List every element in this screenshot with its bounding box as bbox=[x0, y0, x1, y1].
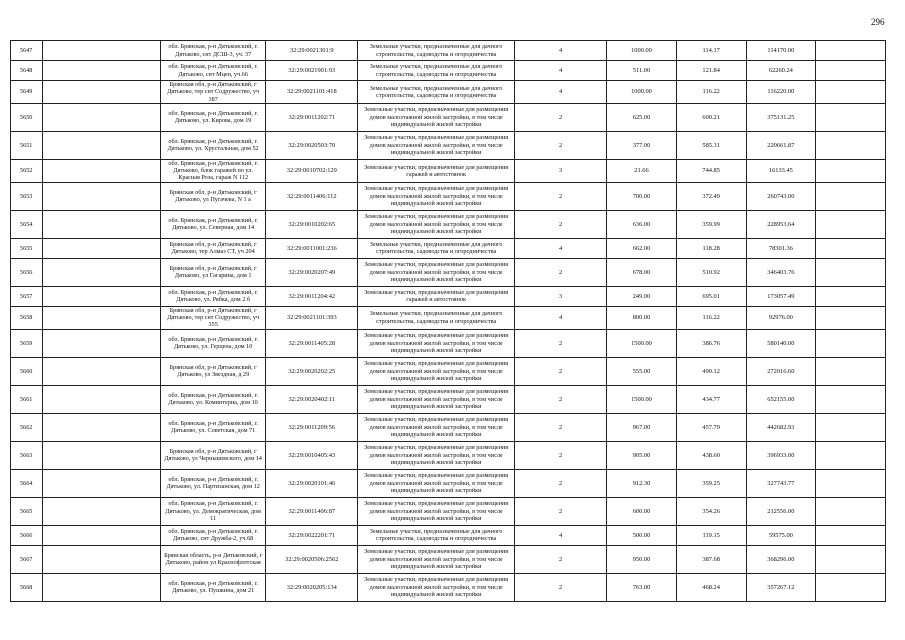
empty-cell bbox=[816, 182, 886, 210]
empty-cell bbox=[43, 258, 161, 286]
specific-value-cell: 744.85 bbox=[676, 159, 746, 182]
table-row bbox=[11, 385, 886, 413]
empty-cell bbox=[816, 159, 886, 182]
table-row bbox=[11, 103, 886, 131]
group-cell: 4 bbox=[514, 81, 606, 104]
row-number-cell: 5650 bbox=[11, 103, 43, 131]
table-row bbox=[11, 159, 886, 182]
table-row bbox=[11, 469, 886, 497]
address-cell: Брянская обл, р-н Дятьковский, г Дятьково, тер снт Содружество, уч 387 bbox=[161, 81, 266, 104]
address-cell: обл. Брянская, р-н Дятьковский, г. Дятьково, снт Мцен, уч.66 bbox=[161, 61, 266, 81]
cadastral-number-cell: 32:29:0011001:236 bbox=[266, 238, 358, 258]
address-cell: обл. Брянская, р-н Дятьковский, г. Дятьково, ул. Герцена, дом 10 bbox=[161, 329, 266, 357]
empty-cell bbox=[43, 469, 161, 497]
area-cell: 912.30 bbox=[607, 469, 677, 497]
empty-cell bbox=[816, 238, 886, 258]
cadastral-number-cell: 32:29:0010702:129 bbox=[266, 159, 358, 182]
specific-value-cell: 438.60 bbox=[676, 441, 746, 469]
cadastral-value-cell: 173057.49 bbox=[746, 286, 816, 306]
empty-cell bbox=[43, 385, 161, 413]
empty-cell bbox=[816, 210, 886, 238]
empty-cell bbox=[43, 103, 161, 131]
land-purpose-cell: Земельные участки, предназначенные для размещения домов малоэтажной жилой застройки, в том числе индивидуальной жилой застройки bbox=[358, 131, 515, 159]
address-cell: обл. Брянская, р-н Дятьковский, г. Дятьково, снт Дружба-2, уч.68 bbox=[161, 525, 266, 545]
table-row bbox=[11, 131, 886, 159]
land-purpose-cell: Земельные участки, предназначенные для размещения домов малоэтажной жилой застройки, в том числе индивидуальной жилой застройки bbox=[358, 258, 515, 286]
table-row bbox=[11, 545, 886, 573]
empty-cell bbox=[816, 573, 886, 601]
row-number-cell: 5664 bbox=[11, 469, 43, 497]
cadastral-value-cell: 92976.00 bbox=[746, 306, 816, 329]
cadastral-number-cell: 32:29:0020207:49 bbox=[266, 258, 358, 286]
empty-cell bbox=[816, 385, 886, 413]
address-cell: обл. Брянская, р-н Дятьковский, г. Дятьково, ул. Демократическая, дом 11 bbox=[161, 497, 266, 525]
specific-value-cell: 116.22 bbox=[676, 81, 746, 104]
area-cell: 1000.00 bbox=[607, 41, 677, 61]
group-cell: 4 bbox=[514, 238, 606, 258]
specific-value-cell: 434.77 bbox=[676, 385, 746, 413]
area-cell: 1500.00 bbox=[607, 385, 677, 413]
group-cell: 4 bbox=[514, 61, 606, 81]
table-row bbox=[11, 573, 886, 601]
cadastral-number-cell: 32:29:0011204:42 bbox=[266, 286, 358, 306]
empty-cell bbox=[816, 131, 886, 159]
empty-cell bbox=[43, 441, 161, 469]
cadastral-number-cell: 32:29:0020506:2562 bbox=[266, 545, 358, 573]
cadastral-number-cell: 32:29:0021101:418 bbox=[266, 81, 358, 104]
empty-cell bbox=[43, 131, 161, 159]
row-number-cell: 5655 bbox=[11, 238, 43, 258]
specific-value-cell: 119.15 bbox=[676, 525, 746, 545]
group-cell: 2 bbox=[514, 182, 606, 210]
empty-cell bbox=[43, 159, 161, 182]
row-number-cell: 5658 bbox=[11, 306, 43, 329]
cadastral-value-cell: 16133.45 bbox=[746, 159, 816, 182]
land-cadastral-value-table bbox=[10, 40, 886, 602]
area-cell: 500.00 bbox=[607, 525, 677, 545]
empty-cell bbox=[816, 306, 886, 329]
group-cell: 2 bbox=[514, 497, 606, 525]
group-cell: 2 bbox=[514, 131, 606, 159]
table-row bbox=[11, 41, 886, 61]
empty-cell bbox=[43, 61, 161, 81]
table-row bbox=[11, 357, 886, 385]
table-row bbox=[11, 329, 886, 357]
table-row bbox=[11, 210, 886, 238]
cadastral-number-cell: 32:29:0011202:71 bbox=[266, 103, 358, 131]
specific-value-cell: 585.31 bbox=[676, 131, 746, 159]
address-cell: обл. Брянская, р-н Дятьковский, г. Дятьково, ул. Кирова, дом 19 bbox=[161, 103, 266, 131]
land-purpose-cell: Земельные участки, предназначенные для дачного строительства, садоводства и огородничества bbox=[358, 306, 515, 329]
empty-cell bbox=[43, 545, 161, 573]
area-cell: 625.00 bbox=[607, 103, 677, 131]
cadastral-number-cell: 32:29:0021301:9 bbox=[266, 41, 358, 61]
land-purpose-cell: Земельные участки, предназначенные для дачного строительства, садоводства и огородничества bbox=[358, 238, 515, 258]
address-cell: Брянская обл, р-н Дятьковский, г Дятьково, ул Звездная, д 29 bbox=[161, 357, 266, 385]
group-cell: 4 bbox=[514, 306, 606, 329]
address-cell: Брянская обл, р-н Дятьковский, г Дятьково, ул Чернышевского, дом 14 bbox=[161, 441, 266, 469]
specific-value-cell: 116.22 bbox=[676, 306, 746, 329]
table-row bbox=[11, 238, 886, 258]
address-cell: обл. Брянская, р-н Дятьковский, г. Дятьково, ул. Партизанская, дом 12 bbox=[161, 469, 266, 497]
cadastral-number-cell: 32:29:0020503:70 bbox=[266, 131, 358, 159]
row-number-cell: 5651 bbox=[11, 131, 43, 159]
area-cell: 700.00 bbox=[607, 182, 677, 210]
group-cell: 2 bbox=[514, 441, 606, 469]
row-number-cell: 5656 bbox=[11, 258, 43, 286]
specific-value-cell: 387.68 bbox=[676, 545, 746, 573]
cadastral-value-cell: 272016.60 bbox=[746, 357, 816, 385]
group-cell: 2 bbox=[514, 385, 606, 413]
row-number-cell: 5659 bbox=[11, 329, 43, 357]
cadastral-number-cell: 32:29:0022201:71 bbox=[266, 525, 358, 545]
row-number-cell: 5667 bbox=[11, 545, 43, 573]
cadastral-value-cell: 327743.77 bbox=[746, 469, 816, 497]
area-cell: 1000.00 bbox=[607, 81, 677, 104]
table-row bbox=[11, 306, 886, 329]
address-cell: Брянская область, р-н Дятьковский, г Дятьково, район ул Краснофлотская bbox=[161, 545, 266, 573]
group-cell: 2 bbox=[514, 357, 606, 385]
empty-cell bbox=[816, 441, 886, 469]
land-purpose-cell: Земельные участки, предназначенные для размещения домов малоэтажной жилой застройки, в том числе индивидуальной жилой застройки bbox=[358, 103, 515, 131]
cadastral-value-cell: 375131.25 bbox=[746, 103, 816, 131]
row-number-cell: 5648 bbox=[11, 61, 43, 81]
specific-value-cell: 510.92 bbox=[676, 258, 746, 286]
area-cell: 800.00 bbox=[607, 306, 677, 329]
group-cell: 4 bbox=[514, 41, 606, 61]
area-cell: 555.00 bbox=[607, 357, 677, 385]
row-number-cell: 5657 bbox=[11, 286, 43, 306]
table-row bbox=[11, 441, 886, 469]
empty-cell bbox=[43, 306, 161, 329]
row-number-cell: 5649 bbox=[11, 81, 43, 104]
area-cell: 377.00 bbox=[607, 131, 677, 159]
cadastral-number-cell: 32:29:0021101:393 bbox=[266, 306, 358, 329]
address-cell: обл. Брянская, р-н Дятьковский, г. Дятьково, снт ДСШ-3, уч. 37 bbox=[161, 41, 266, 61]
area-cell: 678.00 bbox=[607, 258, 677, 286]
address-cell: обл. Брянская, р-н Дятьковский, г. Дятьково, ул. Рябка, дом 2 б bbox=[161, 286, 266, 306]
empty-cell bbox=[43, 286, 161, 306]
area-cell: 636.00 bbox=[607, 210, 677, 238]
land-purpose-cell: Земельные участки, предназначенные для размещения домов малоэтажной жилой застройки, в том числе индивидуальной жилой застройки bbox=[358, 441, 515, 469]
cadastral-value-cell: 442682.93 bbox=[746, 413, 816, 441]
land-purpose-cell: Земельные участки, предназначенные для размещения домов малоэтажной жилой застройки, в том числе индивидуальной жилой застройки bbox=[358, 469, 515, 497]
row-number-cell: 5665 bbox=[11, 497, 43, 525]
empty-cell bbox=[816, 413, 886, 441]
table-row bbox=[11, 258, 886, 286]
land-purpose-cell: Земельные участки, предназначенные для размещения домов малоэтажной жилой застройки, в том числе индивидуальной жилой застройки bbox=[358, 329, 515, 357]
group-cell: 2 bbox=[514, 573, 606, 601]
land-purpose-cell: Земельные участки, предназначенные для размещения домов малоэтажной жилой застройки, в том числе индивидуальной жилой застройки bbox=[358, 385, 515, 413]
empty-cell bbox=[43, 413, 161, 441]
empty-cell bbox=[816, 286, 886, 306]
table-row bbox=[11, 525, 886, 545]
specific-value-cell: 695.01 bbox=[676, 286, 746, 306]
table-row bbox=[11, 286, 886, 306]
address-cell: обл. Брянская, р-н Дятьковский, г. Дятьково, блок гаражей по ул. Красная Роза, гараж N 112 bbox=[161, 159, 266, 182]
empty-cell bbox=[43, 81, 161, 104]
row-number-cell: 5661 bbox=[11, 385, 43, 413]
address-cell: обл. Брянская, р-н Дятьковский, г. Дятьково, ул. Хрустальная, дом 52 bbox=[161, 131, 266, 159]
land-purpose-cell: Земельные участки, предназначенные для размещения домов малоэтажной жилой застройки, в том числе индивидуальной жилой застройки bbox=[358, 357, 515, 385]
row-number-cell: 5654 bbox=[11, 210, 43, 238]
empty-cell bbox=[816, 103, 886, 131]
group-cell: 2 bbox=[514, 210, 606, 238]
specific-value-cell: 372.49 bbox=[676, 182, 746, 210]
cadastral-value-cell: 78301.36 bbox=[746, 238, 816, 258]
empty-cell bbox=[43, 329, 161, 357]
cadastral-value-cell: 114170.00 bbox=[746, 41, 816, 61]
cadastral-value-cell: 652155.00 bbox=[746, 385, 816, 413]
land-purpose-cell: Земельные участки, предназначенные для размещения гаражей и автостоянок bbox=[358, 159, 515, 182]
area-cell: 21.66 bbox=[607, 159, 677, 182]
empty-cell bbox=[816, 497, 886, 525]
cadastral-value-cell: 260743.00 bbox=[746, 182, 816, 210]
area-cell: 950.00 bbox=[607, 545, 677, 573]
table-row bbox=[11, 413, 886, 441]
group-cell: 4 bbox=[514, 525, 606, 545]
cadastral-number-cell: 32:29:0020101:46 bbox=[266, 469, 358, 497]
land-purpose-cell: Земельные участки, предназначенные для размещения гаражей и автостоянок bbox=[358, 286, 515, 306]
land-purpose-cell: Земельные участки, предназначенные для размещения домов малоэтажной жилой застройки, в том числе индивидуальной жилой застройки bbox=[358, 413, 515, 441]
empty-cell bbox=[816, 61, 886, 81]
page-number: 296 bbox=[871, 17, 885, 27]
cadastral-number-cell: 32:29:0011405:28 bbox=[266, 329, 358, 357]
address-cell: Брянская обл, р-н Дятьковский, г Дятьково, ул Пугачева, N 1 а bbox=[161, 182, 266, 210]
empty-cell bbox=[816, 41, 886, 61]
cadastral-number-cell: 32:29:0011209:56 bbox=[266, 413, 358, 441]
cadastral-value-cell: 396933.00 bbox=[746, 441, 816, 469]
cadastral-number-cell: 32:29:0010202:65 bbox=[266, 210, 358, 238]
group-cell: 3 bbox=[514, 286, 606, 306]
table-row bbox=[11, 81, 886, 104]
cadastral-value-cell: 59575.00 bbox=[746, 525, 816, 545]
specific-value-cell: 386.76 bbox=[676, 329, 746, 357]
specific-value-cell: 490.12 bbox=[676, 357, 746, 385]
empty-cell bbox=[43, 357, 161, 385]
area-cell: 967.00 bbox=[607, 413, 677, 441]
empty-cell bbox=[43, 182, 161, 210]
cadastral-number-cell: 32:29:0020402:11 bbox=[266, 385, 358, 413]
specific-value-cell: 600.21 bbox=[676, 103, 746, 131]
cadastral-value-cell: 220661.87 bbox=[746, 131, 816, 159]
area-cell: 249.00 bbox=[607, 286, 677, 306]
table-row bbox=[11, 182, 886, 210]
row-number-cell: 5662 bbox=[11, 413, 43, 441]
row-number-cell: 5660 bbox=[11, 357, 43, 385]
area-cell: 905.00 bbox=[607, 441, 677, 469]
group-cell: 2 bbox=[514, 413, 606, 441]
empty-cell bbox=[43, 210, 161, 238]
specific-value-cell: 359.99 bbox=[676, 210, 746, 238]
specific-value-cell: 468.24 bbox=[676, 573, 746, 601]
cadastral-value-cell: 212556.00 bbox=[746, 497, 816, 525]
area-cell: 511.00 bbox=[607, 61, 677, 81]
land-purpose-cell: Земельные участки, предназначенные для размещения домов малоэтажной жилой застройки, в том числе индивидуальной жилой застройки bbox=[358, 497, 515, 525]
specific-value-cell: 354.26 bbox=[676, 497, 746, 525]
cadastral-number-cell: 32:29:0011406:87 bbox=[266, 497, 358, 525]
land-purpose-cell: Земельные участки, предназначенные для дачного строительства, садоводства и огородничества bbox=[358, 41, 515, 61]
empty-cell bbox=[43, 573, 161, 601]
land-purpose-cell: Земельные участки, предназначенные для дачного строительства, садоводства и огородничества bbox=[358, 81, 515, 104]
cadastral-value-cell: 62260.24 bbox=[746, 61, 816, 81]
group-cell: 2 bbox=[514, 258, 606, 286]
cadastral-number-cell: 32:29:0011406:112 bbox=[266, 182, 358, 210]
group-cell: 2 bbox=[514, 329, 606, 357]
row-number-cell: 5653 bbox=[11, 182, 43, 210]
specific-value-cell: 121.84 bbox=[676, 61, 746, 81]
area-cell: 662.00 bbox=[607, 238, 677, 258]
empty-cell bbox=[816, 329, 886, 357]
address-cell: Брянская обл, р-н Дятьковский, г Дятьково, тер снт Содружество, уч 355 bbox=[161, 306, 266, 329]
address-cell: Брянская обл, р-н Дятьковский, г Дятьково, ул Гагарина, дом 1 bbox=[161, 258, 266, 286]
specific-value-cell: 457.79 bbox=[676, 413, 746, 441]
area-cell: 1500.00 bbox=[607, 329, 677, 357]
address-cell: обл. Брянская, р-н Дятьковский, г. Дятьково, ул. Северная, дом 14 bbox=[161, 210, 266, 238]
cadastral-value-cell: 580140.00 bbox=[746, 329, 816, 357]
address-cell: Брянская обл, р-н Дятьковский, г Дятьково, тер Алмаз СТ, уч 204 bbox=[161, 238, 266, 258]
row-number-cell: 5663 bbox=[11, 441, 43, 469]
empty-cell bbox=[816, 81, 886, 104]
area-cell: 600.00 bbox=[607, 497, 677, 525]
address-cell: обл. Брянская, р-н Дятьковский, г. Дятьково, ул. Советская, дом 71 bbox=[161, 413, 266, 441]
row-number-cell: 5668 bbox=[11, 573, 43, 601]
empty-cell bbox=[816, 525, 886, 545]
empty-cell bbox=[43, 238, 161, 258]
empty-cell bbox=[816, 469, 886, 497]
specific-value-cell: 359.25 bbox=[676, 469, 746, 497]
cadastral-value-cell: 357267.12 bbox=[746, 573, 816, 601]
land-purpose-cell: Земельные участки, предназначенные для размещения домов малоэтажной жилой застройки, в том числе индивидуальной жилой застройки bbox=[358, 573, 515, 601]
cadastral-value-cell: 368296.00 bbox=[746, 545, 816, 573]
land-purpose-cell: Земельные участки, предназначенные для дачного строительства, садоводства и огородничества bbox=[358, 525, 515, 545]
cadastral-number-cell: 32:29:0020205:134 bbox=[266, 573, 358, 601]
group-cell: 2 bbox=[514, 469, 606, 497]
empty-cell bbox=[43, 41, 161, 61]
empty-cell bbox=[816, 258, 886, 286]
group-cell: 2 bbox=[514, 103, 606, 131]
land-purpose-cell: Земельные участки, предназначенные для дачного строительства, садоводства и огородничества bbox=[358, 61, 515, 81]
empty-cell bbox=[816, 357, 886, 385]
empty-cell bbox=[816, 545, 886, 573]
address-cell: обл. Брянская, р-н Дятьковский, г. Дятьково, ул. Пушкина, дом 21 bbox=[161, 573, 266, 601]
row-number-cell: 5652 bbox=[11, 159, 43, 182]
specific-value-cell: 114.17 bbox=[676, 41, 746, 61]
cadastral-value-cell: 116220.00 bbox=[746, 81, 816, 104]
table-row bbox=[11, 61, 886, 81]
cadastral-number-cell: 32:29:0020202:25 bbox=[266, 357, 358, 385]
land-purpose-cell: Земельные участки, предназначенные для размещения домов малоэтажной жилой застройки, в том числе индивидуальной жилой застройки bbox=[358, 210, 515, 238]
specific-value-cell: 118.28 bbox=[676, 238, 746, 258]
group-cell: 3 bbox=[514, 159, 606, 182]
group-cell: 2 bbox=[514, 545, 606, 573]
row-number-cell: 5666 bbox=[11, 525, 43, 545]
table-body bbox=[11, 41, 886, 602]
table-row bbox=[11, 497, 886, 525]
address-cell: обл. Брянская, р-н Дятьковский, г. Дятьково, ул. Коминтерна, дом 10 bbox=[161, 385, 266, 413]
cadastral-number-cell: 32:29:0010405:43 bbox=[266, 441, 358, 469]
cadastral-value-cell: 346403.76 bbox=[746, 258, 816, 286]
row-number-cell: 5647 bbox=[11, 41, 43, 61]
cadastral-number-cell: 32:29:0021901:93 bbox=[266, 61, 358, 81]
empty-cell bbox=[43, 525, 161, 545]
land-purpose-cell: Земельные участки, предназначенные для размещения домов малоэтажной жилой застройки, в том числе индивидуальной жилой застройки bbox=[358, 545, 515, 573]
empty-cell bbox=[43, 497, 161, 525]
land-purpose-cell: Земельные участки, предназначенные для размещения домов малоэтажной жилой застройки, в том числе индивидуальной жилой застройки bbox=[358, 182, 515, 210]
area-cell: 763.00 bbox=[607, 573, 677, 601]
cadastral-value-cell: 228953.64 bbox=[746, 210, 816, 238]
